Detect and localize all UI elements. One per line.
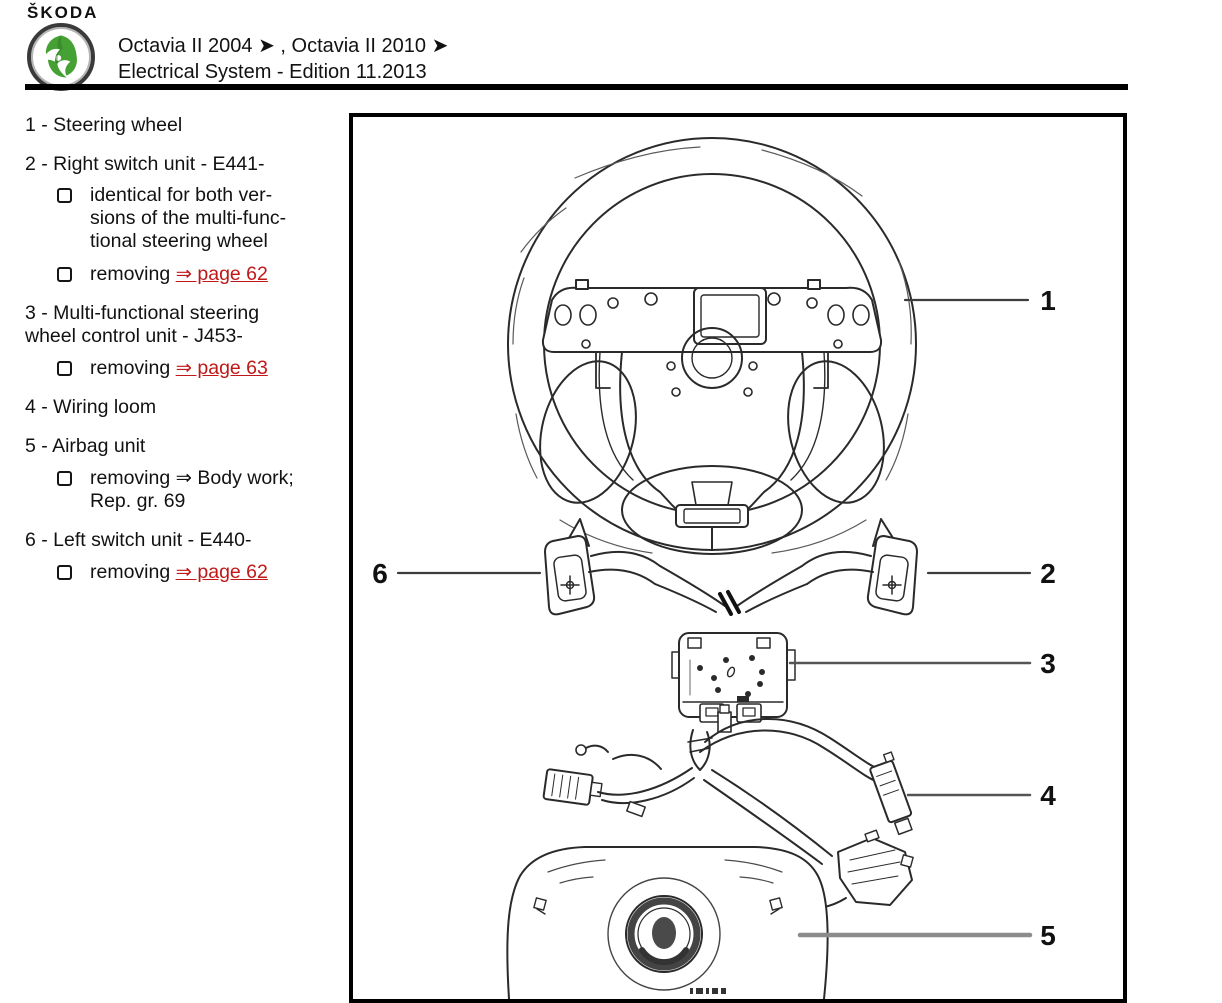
part-2-note-text [90, 184, 286, 253]
checkbox-bullet-icon [57, 361, 72, 376]
part-item-3: 3 - Multi-functional steering [25, 302, 260, 324]
skoda-logo [27, 23, 95, 91]
header-model-line: Octavia II 2004 ➤ , Octavia II 2010 ➤ [118, 35, 449, 57]
checkbox-bullet-icon [57, 267, 72, 282]
part-item-6: 6 - Left switch unit - E440- [25, 529, 252, 551]
part-item-4: 4 - Wiring loom [25, 396, 157, 418]
part-item-5: 5 - Airbag unit [25, 435, 146, 457]
callout-2: 2 [1040, 558, 1056, 589]
part-item-3-line2: wheel control unit - J453- [25, 325, 243, 347]
skoda-wordmark: ŠKODA [27, 3, 99, 22]
part-item-1: 1 - Steering wheel [25, 114, 183, 136]
part-5-removing [57, 467, 349, 513]
removing-label: removing [90, 263, 176, 285]
checkbox-bullet-icon [57, 471, 72, 486]
part-2-note [57, 184, 349, 253]
removing-label: removing [90, 561, 176, 583]
header-edition-line: Electrical System - Edition 11.2013 [118, 61, 427, 83]
note-line: identical for both ver- [90, 184, 273, 206]
note-line: sions of the multi-func- [90, 207, 287, 229]
control-unit-drawing [672, 633, 795, 722]
part-2-removing [57, 263, 349, 286]
page-62-link[interactable]: ⇒ page 62 [175, 263, 268, 285]
steering-wheel-drawing [508, 138, 916, 554]
callout-3: 3 [1040, 648, 1056, 679]
callout-1: 1 [1040, 285, 1056, 316]
callout-4: 4 [1040, 780, 1056, 811]
header-rule [25, 84, 1128, 90]
note-line: Rep. gr. 69 [90, 490, 186, 512]
note-line: removing ⇒ Body work; [90, 467, 294, 489]
part-3-removing [57, 357, 349, 380]
removing-label: removing [90, 357, 176, 379]
callout-leader-lines [398, 300, 1030, 935]
callout-5: 5 [1040, 920, 1056, 951]
steering-wheel-exploded-drawing [353, 117, 1123, 999]
page-63-link[interactable]: ⇒ page 63 [175, 357, 268, 379]
note-line: tional steering wheel [90, 230, 268, 252]
exploded-view-figure [349, 113, 1127, 1003]
part-5-note-text [90, 467, 294, 513]
skoda-winged-arrow-icon [33, 29, 89, 85]
airbag-unit-drawing [507, 847, 827, 999]
part-6-removing [57, 561, 349, 584]
right-switch-unit-drawing [720, 519, 917, 614]
parts-list [25, 114, 349, 584]
checkbox-bullet-icon [57, 188, 72, 203]
part-item-2: 2 - Right switch unit - E441- [25, 153, 265, 175]
callout-6: 6 [372, 558, 388, 589]
checkbox-bullet-icon [57, 565, 72, 580]
page-62-link[interactable]: ⇒ page 62 [175, 561, 268, 583]
